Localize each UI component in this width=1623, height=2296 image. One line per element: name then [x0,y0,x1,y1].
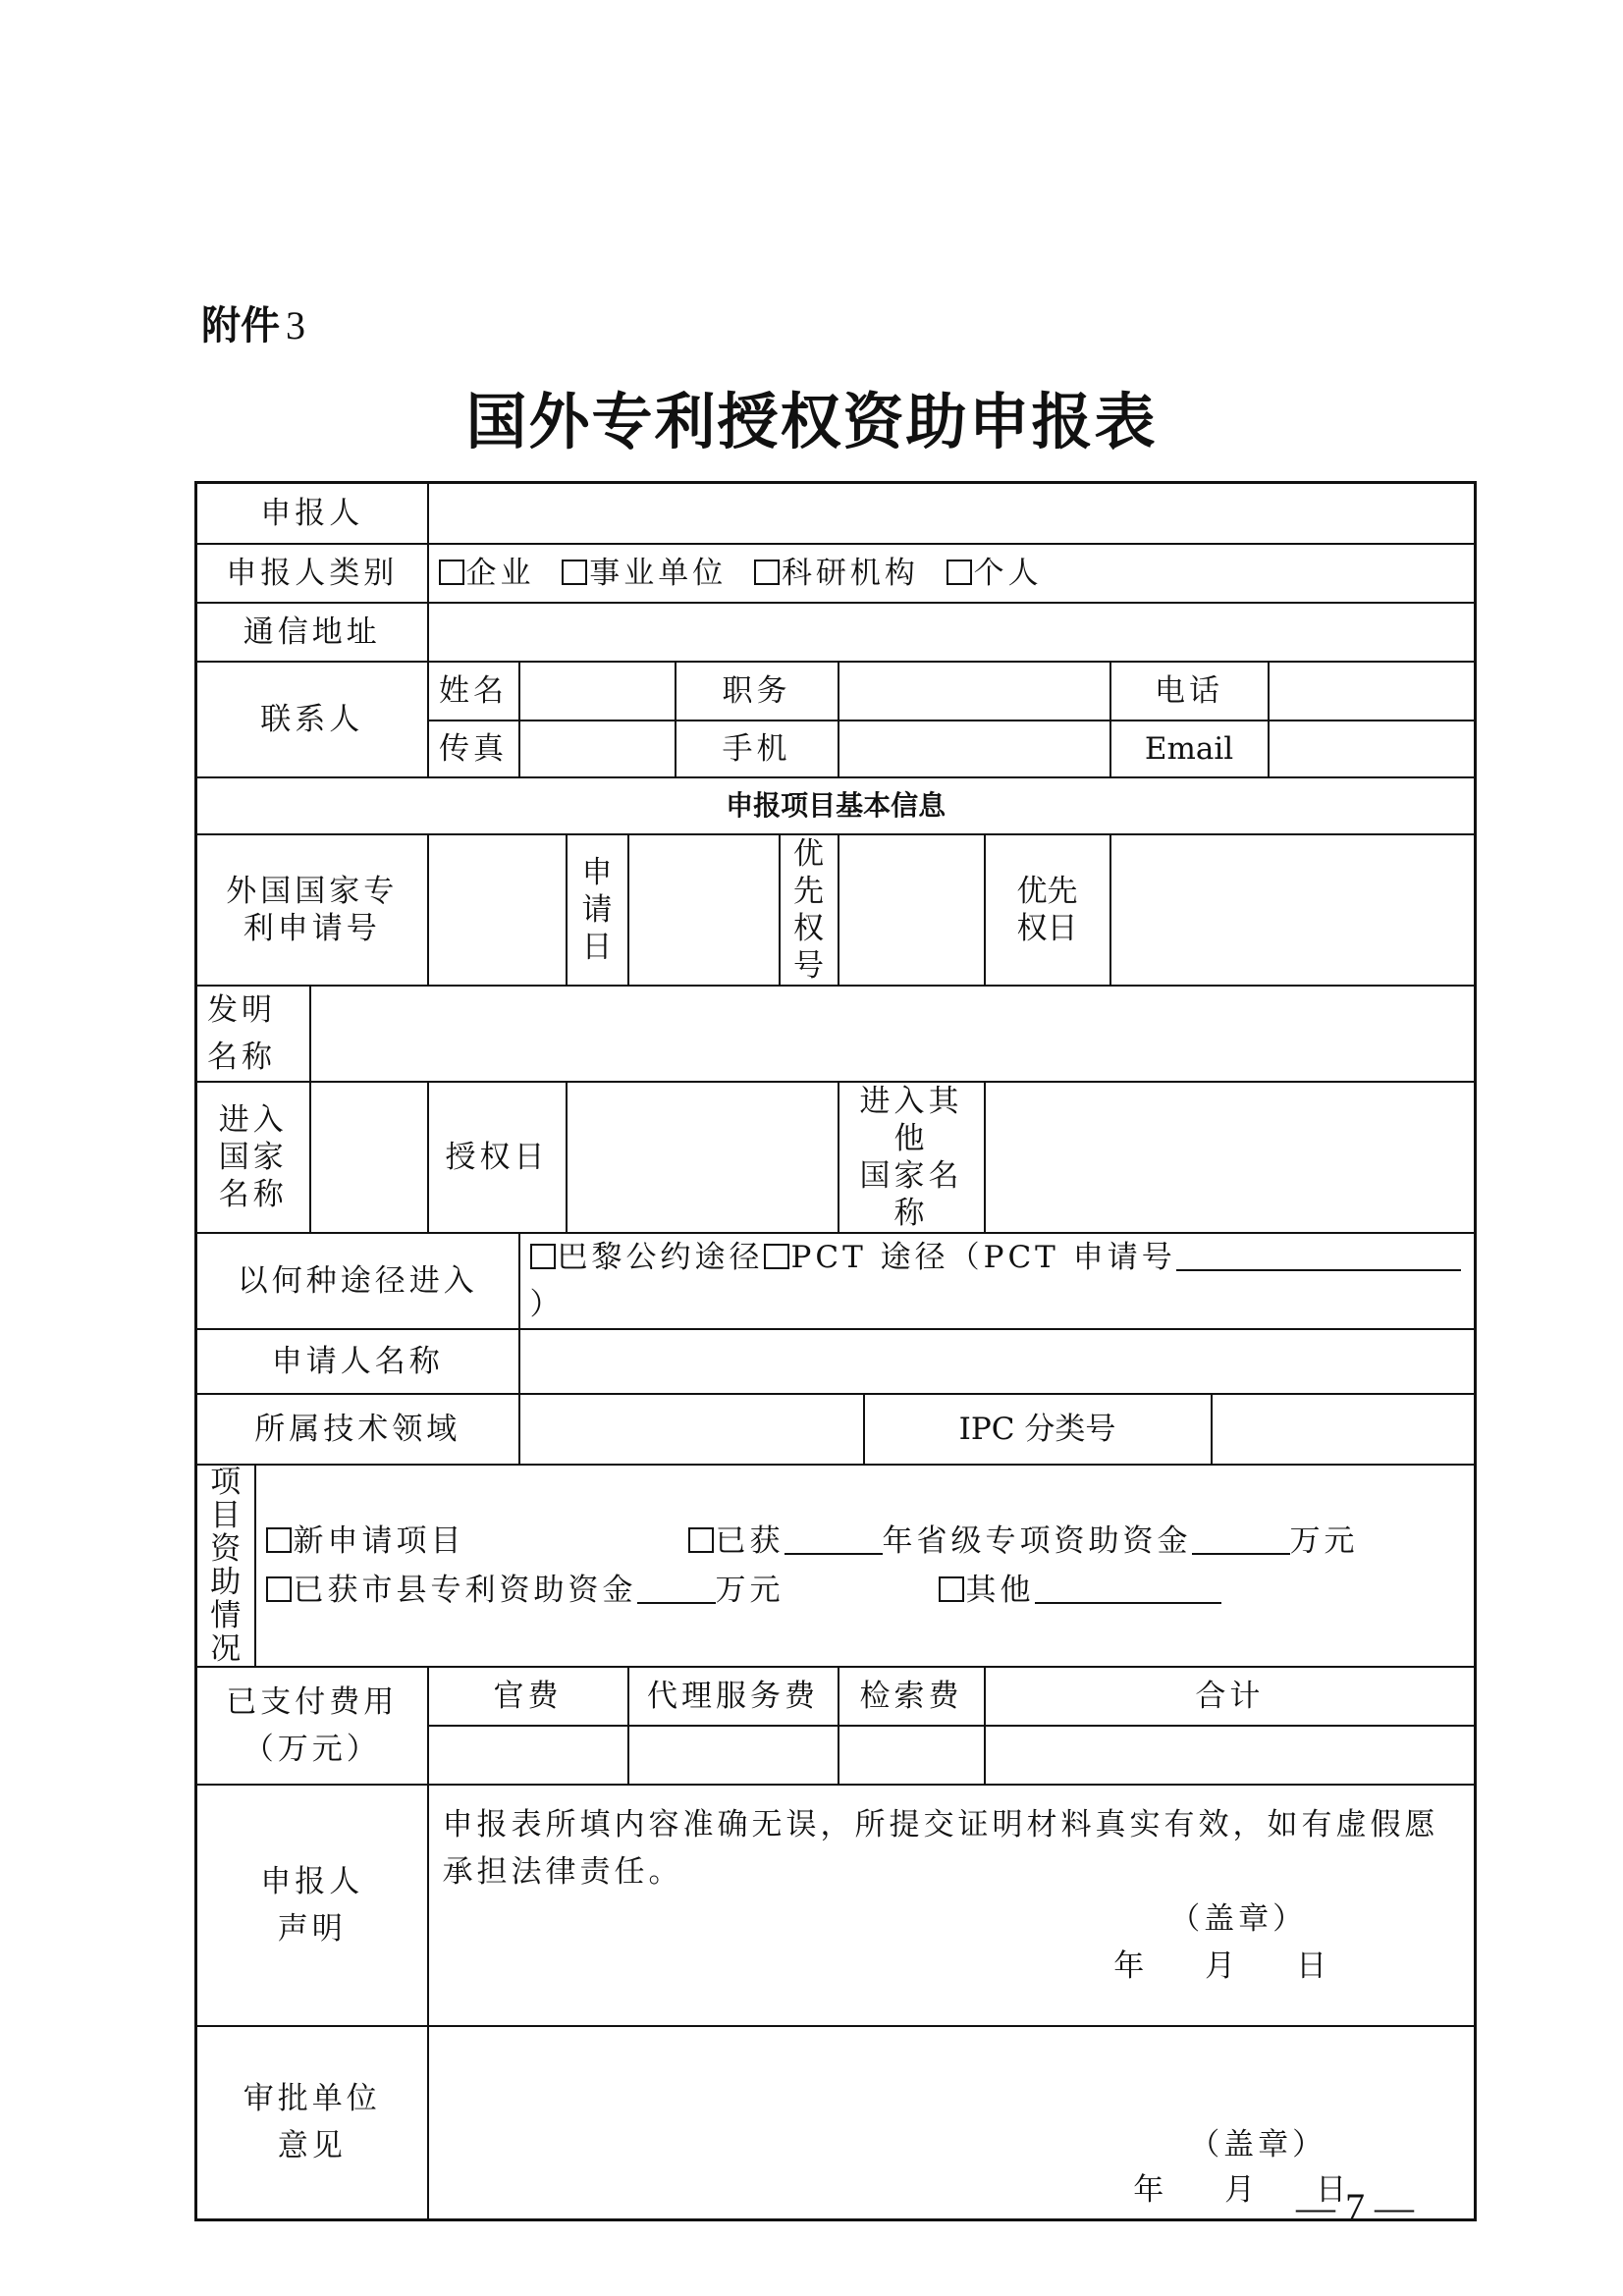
entry-country-label: 进入国家 名称 [196,1082,310,1233]
fee-search-label: 检索费 [839,1667,985,1726]
checkbox-enterprise[interactable]: 企业 [439,556,535,591]
checkbox-icon [939,1576,964,1602]
funding-label: 项目 资助 情况 [196,1465,255,1667]
applicant-type-options [428,544,1476,603]
tech-field-label: 所属技术领域 [196,1394,519,1465]
other-funding-blank[interactable] [1035,1575,1221,1604]
ipc-label: IPC 分类号 [864,1394,1212,1465]
funding-options [255,1465,1476,1667]
checkbox-icon [947,560,972,585]
pct-number-blank[interactable] [1176,1242,1461,1271]
contact-fax-label: 传真 [428,721,519,777]
contact-phone-field[interactable] [1269,662,1476,721]
attachment-label: 附件 3 [201,303,305,348]
fee-total-field[interactable] [985,1726,1476,1785]
fee-total-label: 合计 [985,1667,1476,1726]
approval-stamp: （盖章） [1189,2127,1327,2163]
declaration-stamp: （盖章） [1169,1900,1308,1937]
declaration-text: 申报表所填内容准确无误，所提交证明材料真实有效，如有虚假愿承担法律责任。 [442,1806,1439,1890]
other-country-field[interactable] [985,1082,1476,1233]
priority-no-field[interactable] [839,834,985,986]
application-form-table [194,481,1477,2221]
applicant-type-label: 申报人类别 [196,544,428,603]
address-field[interactable] [428,603,1476,662]
contact-phone-label: 电话 [1110,662,1269,721]
checkbox-icon [530,1244,556,1269]
other-country-label: 进入其他 国家名称 [839,1082,985,1233]
contact-position-label: 职务 [676,662,839,721]
address-label: 通信地址 [196,603,428,662]
provincial-amount-blank[interactable] [1192,1525,1290,1555]
declaration-date: 年 月 日 [1113,1948,1327,1984]
attachment-number: 3 [286,303,305,347]
fee-official-field[interactable] [428,1726,628,1785]
grant-date-field[interactable] [567,1082,839,1233]
checkbox-city-funding[interactable]: 已获市县专利资助资金 万元 [266,1566,939,1615]
invention-name-label: 发明名称 [196,986,310,1082]
priority-date-field[interactable] [1110,834,1476,986]
priority-no-label: 优先 权号 [780,834,839,986]
priority-date-label: 优先 权日 [985,834,1110,986]
application-date-label: 申请 日 [567,834,628,986]
checkbox-icon [562,560,587,585]
checkbox-pct-route[interactable]: PCT 途径（PCT 申请号 [764,1240,1176,1275]
contact-mobile-field[interactable] [839,721,1110,777]
fee-agency-label: 代理服务费 [628,1667,839,1726]
approval-date: 年 月 日 [1133,2172,1347,2208]
tech-field-field[interactable] [519,1394,864,1465]
page-number: — 7 — [1296,2185,1414,2229]
contact-mobile-label: 手机 [676,721,839,777]
foreign-app-no-label: 外国国家专 利申请号 [196,834,428,986]
contact-email-field[interactable] [1269,721,1476,777]
applicant-name-field[interactable] [519,1329,1476,1394]
ipc-field[interactable] [1212,1394,1476,1465]
checkbox-new-project[interactable]: 新申请项目 [266,1517,688,1566]
year-blank[interactable] [784,1525,883,1555]
checkbox-icon [266,1576,292,1602]
checkbox-institution[interactable]: 事业单位 [562,556,727,591]
checkbox-icon [754,560,780,585]
approval-label: 审批单位 意见 [196,2026,428,2220]
checkbox-icon [439,560,464,585]
checkbox-other-funding[interactable]: 其他 [939,1566,1221,1615]
applicant-field[interactable] [428,483,1476,544]
foreign-app-no-field[interactable] [428,834,567,986]
checkbox-provincial-funding[interactable]: 已获 年省级专项资助资金 万元 [688,1517,1359,1566]
city-amount-blank[interactable] [637,1575,716,1604]
checkbox-icon [266,1527,292,1553]
applicant-name-label: 申请人名称 [196,1329,519,1394]
section-title: 申报项目基本信息 [196,777,1476,834]
contact-label: 联系人 [196,662,428,777]
grant-date-label: 授权日 [428,1082,567,1233]
contact-name-label: 姓名 [428,662,519,721]
application-date-field[interactable] [628,834,780,986]
fees-label: 已支付费用 （万元） [196,1667,428,1785]
fee-agency-field[interactable] [628,1726,839,1785]
route-label: 以何种途径进入 [196,1233,519,1329]
entry-country-field[interactable] [310,1082,428,1233]
form-title: 国外专利授权资助申报表 [465,386,1158,457]
fee-official-label: 官费 [428,1667,628,1726]
declaration-label: 申报人 声明 [196,1785,428,2026]
checkbox-individual[interactable]: 个人 [947,556,1043,591]
fee-search-field[interactable] [839,1726,985,1785]
checkbox-icon [764,1244,789,1269]
contact-name-field[interactable] [519,662,676,721]
checkbox-research[interactable]: 科研机构 [754,556,919,591]
contact-position-field[interactable] [839,662,1110,721]
contact-email-label: Email [1110,721,1269,777]
applicant-label: 申报人 [196,483,428,544]
checkbox-icon [688,1527,714,1553]
declaration-cell [428,1785,1476,2026]
contact-fax-field[interactable] [519,721,676,777]
invention-name-field[interactable] [310,986,1476,1082]
route-options: 巴黎公约途径 PCT 途径（PCT 申请号） [519,1233,1476,1329]
checkbox-paris-route[interactable]: 巴黎公约途径 [530,1240,764,1275]
